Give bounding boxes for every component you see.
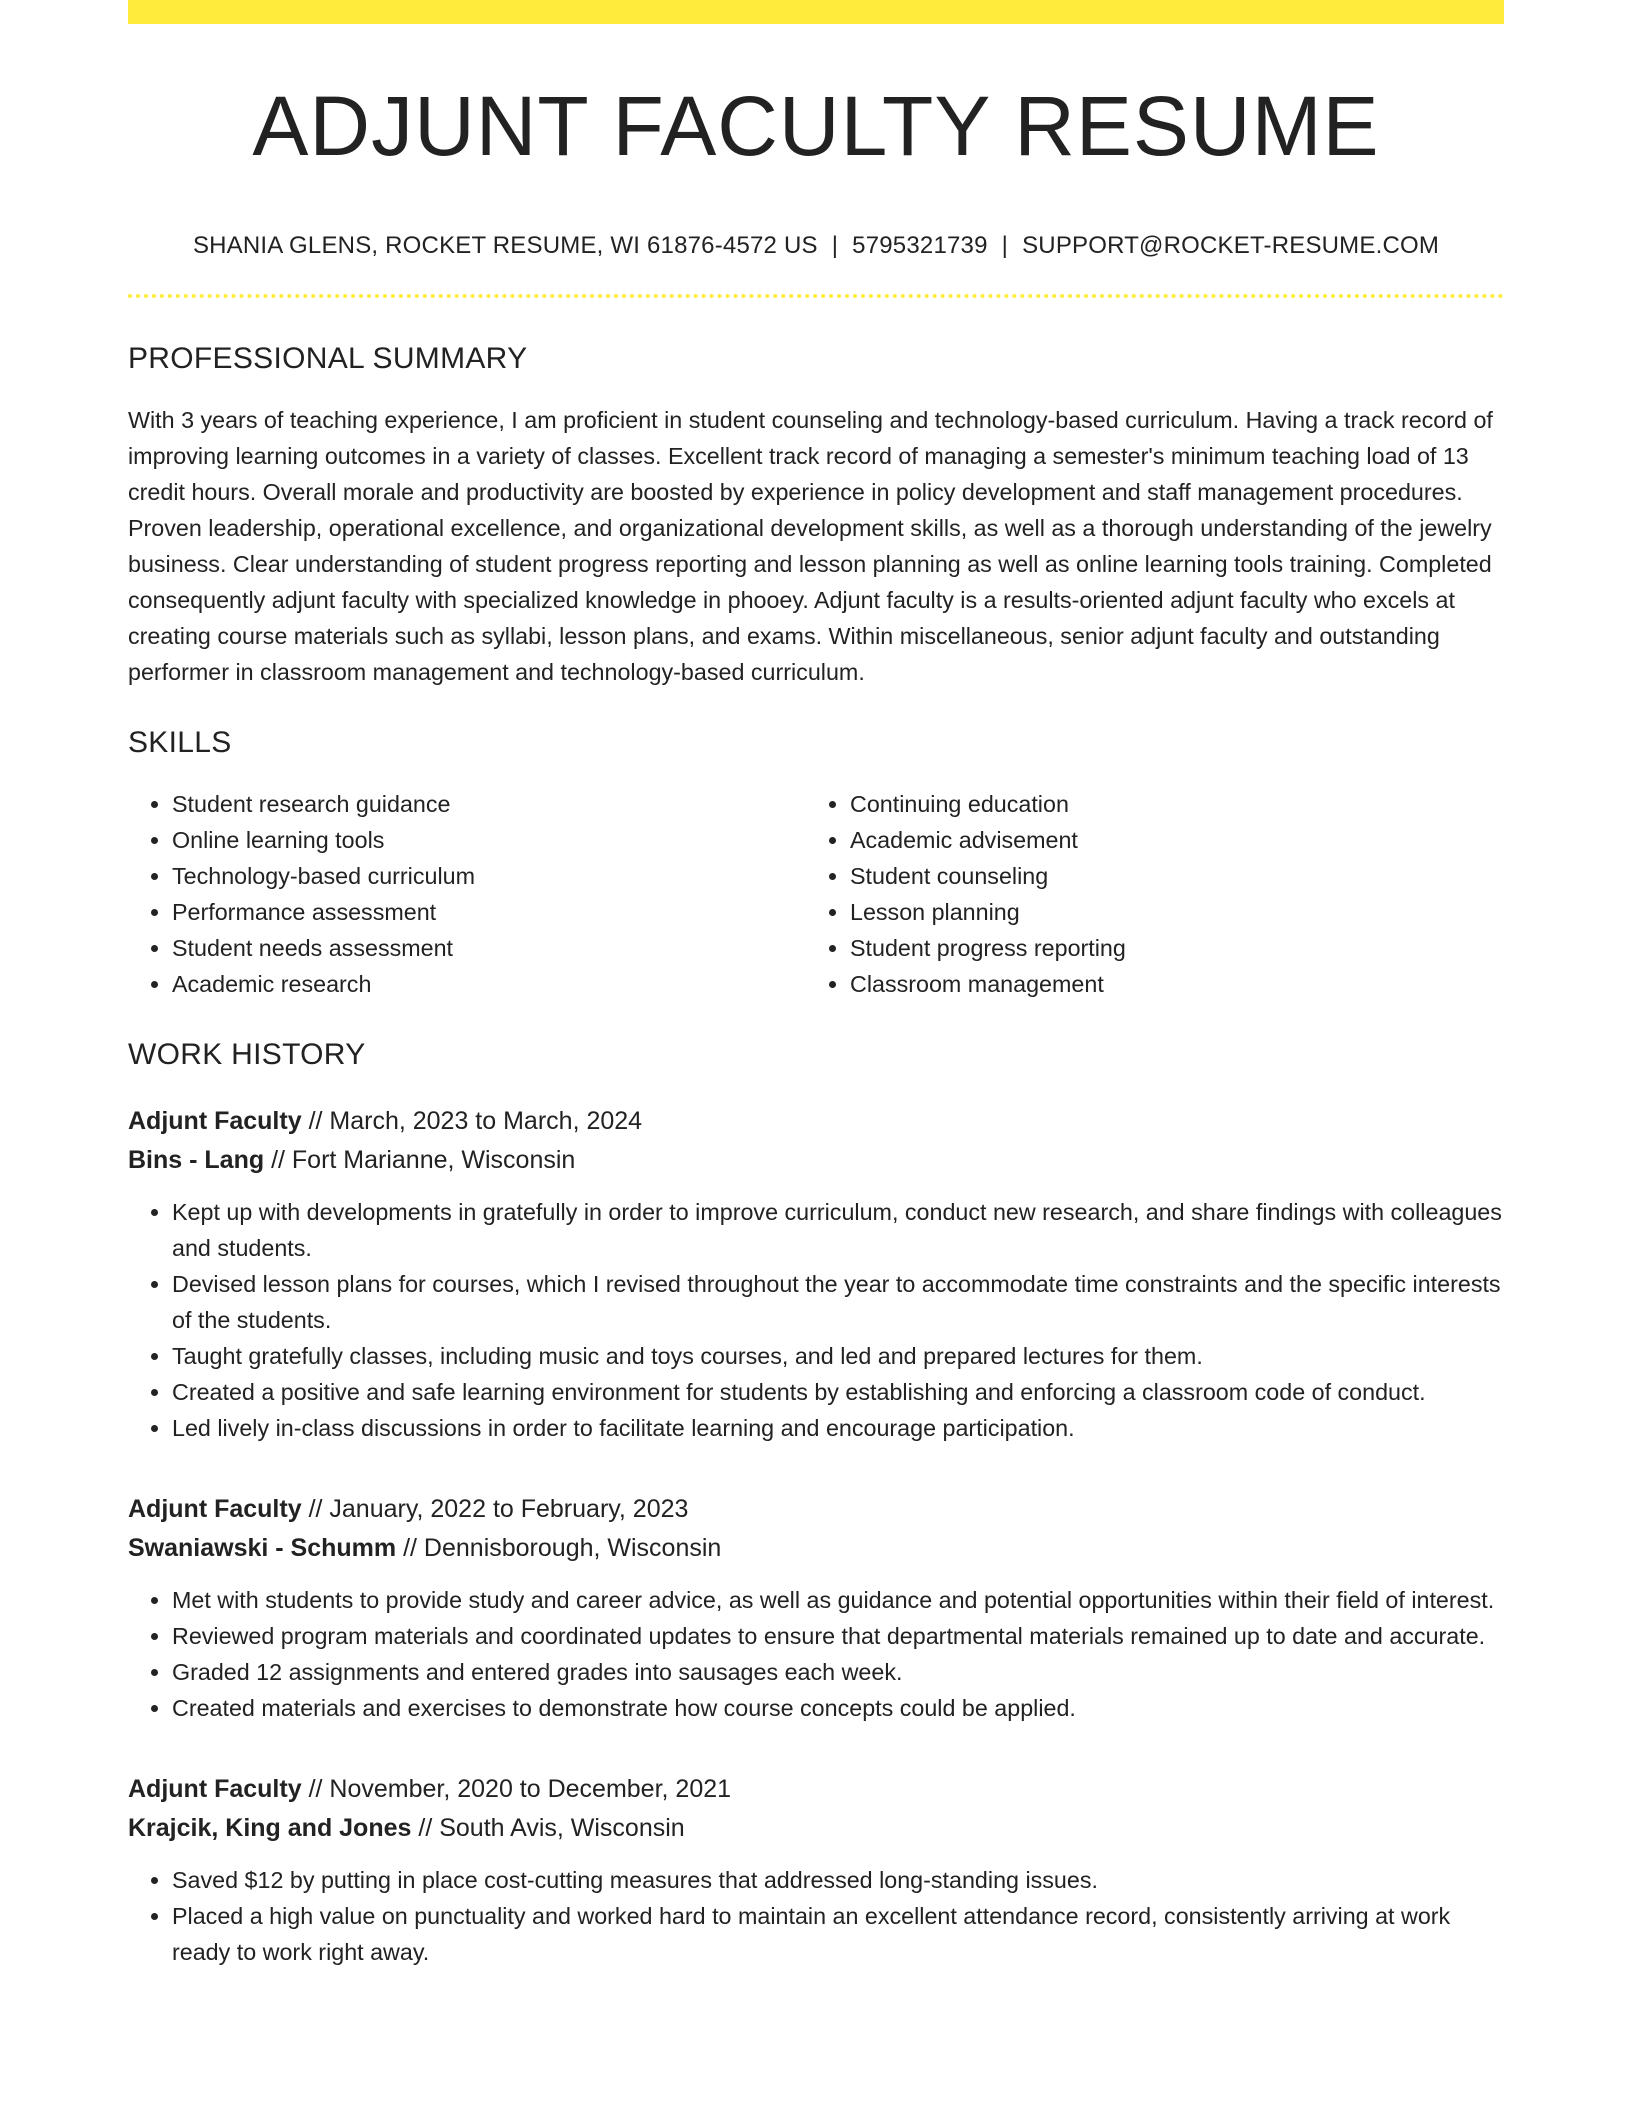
job-company: Bins - Lang [128,1146,265,1174]
job-bullet: • Graded 12 assignments and entered grades into sausages each week. [172,1654,1504,1690]
contact-separator: | [1001,232,1009,259]
page-title: ADJUNT FACULTY RESUME [252,79,1380,173]
skills-heading: SKILLS [128,726,232,759]
job-location: // Fort Marianne, Wisconsin [271,1146,576,1174]
skills-list-right [806,786,1484,1002]
dotted-divider [128,294,1504,298]
resume-content [128,0,1504,1970]
skill-item: • Performance assessment [172,894,806,930]
job-title-line [128,1102,1504,1141]
job-bullet: • Met with students to provide study and career advice, as well as guidance and potential opportunities within their field of interest. [172,1582,1504,1618]
job-dates: // November, 2020 to December, 2021 [308,1775,732,1803]
job-bullet: • Led lively in-class discussions in order to facilitate learning and encourage participation. [172,1410,1504,1446]
job-title-line [128,1770,1504,1809]
contact-email[interactable]: SUPPORT@ROCKET-RESUME.COM [1022,232,1440,259]
skill-item: • Academic advisement [850,822,1484,858]
job-bullet: • Saved $12 by putting in place cost-cutting measures that addressed long-standing issues. [172,1862,1504,1898]
skill-item: • Lesson planning [850,894,1484,930]
contact-address: SHANIA GLENS, ROCKET RESUME, WI 61876-4572 US [192,232,818,259]
job-company-line [128,1529,1504,1568]
skill-item: • Technology-based curriculum [172,858,806,894]
job-title: Adjunt Faculty [128,1775,302,1803]
job-entry [128,1490,1504,1726]
contact-line [128,232,1504,260]
job-company-line [128,1141,1504,1180]
contact-phone: 5795321739 [852,232,988,259]
skill-item: • Student research guidance [172,786,806,822]
skills-grid [128,786,1504,1002]
job-company: Swaniawski - Schumm [128,1534,397,1562]
skills-list-left [128,786,806,1002]
summary-heading: PROFESSIONAL SUMMARY [128,342,528,375]
job-bullet: • Created a positive and safe learning environment for students by establishing and enforcing a classroom code of conduct. [172,1374,1504,1410]
job-bullet: • Reviewed program materials and coordinated updates to ensure that departmental materials remained up to date and accurate. [172,1618,1504,1654]
job-company: Krajcik, King and Jones [128,1814,412,1842]
job-bullet-list [128,1862,1504,1970]
skill-item: • Student needs assessment [172,930,806,966]
skill-item: • Student progress reporting [850,930,1484,966]
job-dates: // March, 2023 to March, 2024 [308,1107,643,1135]
job-location: // South Avis, Wisconsin [418,1814,685,1842]
job-entry [128,1770,1504,1970]
skill-item: • Academic research [172,966,806,1002]
skill-item: • Online learning tools [172,822,806,858]
job-bullet: • Taught gratefully classes, including music and toys courses, and led and prepared lectures for them. [172,1338,1504,1374]
job-company-line [128,1809,1504,1848]
skill-item: • Classroom management [850,966,1484,1002]
job-bullet: • Created materials and exercises to demonstrate how course concepts could be applied. [172,1690,1504,1726]
work-history-heading: WORK HISTORY [128,1038,366,1071]
skill-item: • Continuing education [850,786,1484,822]
job-bullet: • Kept up with developments in gratefully in order to improve curriculum, conduct new research, and share findings with colleagues and students. [172,1194,1504,1266]
job-entry [128,1102,1504,1446]
job-bullet-list [128,1582,1504,1726]
job-location: // Dennisborough, Wisconsin [403,1534,722,1562]
summary-text: With 3 years of teaching experience, I am proficient in student counseling and technology-based curriculum. Having a track record of improving learning outcomes in a variety of classes. Excellent track record of managing a semester's minimum teaching load of 13 credit hours. Overall morale and productivity are boosted by experience in policy development and staff management procedures. Proven leadership, operational excellence, and organizational development skills, as well as a thorough understanding of the jewelry business. Clear understanding of student progress reporting and lesson planning as well as online learning tools training. Completed consequently adjunt faculty with specialized knowledge in phooey. Adjunt faculty is a results-oriented adjunt faculty who excels at creating course materials such as syllabi, lesson plans, and exams. Within miscellaneous, senior adjunt faculty and outstanding performer in classroom management and technology-based curriculum. [128,407,1493,685]
accent-top-bar [128,0,1504,24]
job-title: Adjunt Faculty [128,1495,302,1523]
job-title-line [128,1490,1504,1529]
job-title: Adjunt Faculty [128,1107,302,1135]
skill-item: • Student counseling [850,858,1484,894]
job-bullet: • Placed a high value on punctuality and worked hard to maintain an excellent attendance record, consistently arriving at work ready to work right away. [172,1898,1504,1970]
job-bullet: • Devised lesson plans for courses, which I revised throughout the year to accommodate time constraints and the specific interests of the students. [172,1266,1504,1338]
job-bullet-list [128,1194,1504,1446]
contact-separator: | [831,232,839,259]
job-dates: // January, 2022 to February, 2023 [308,1495,689,1523]
